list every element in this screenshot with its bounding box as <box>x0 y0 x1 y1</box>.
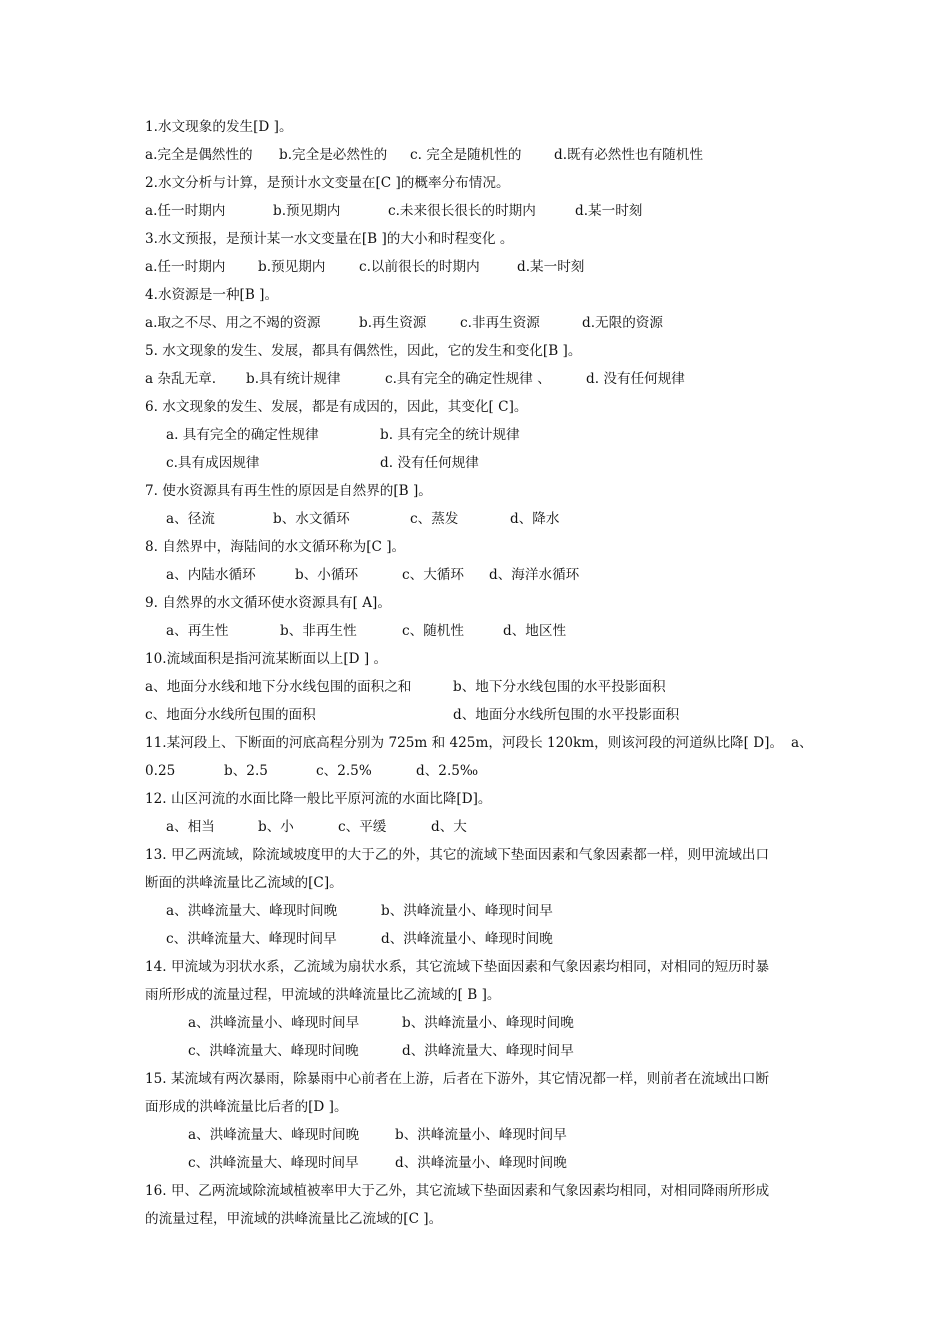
option-b: b. 具有完全的统计规律 <box>380 427 520 443</box>
option-b: b、洪峰流量小、峰现时间晚 <box>402 1015 574 1031</box>
options-3 <box>145 253 810 281</box>
option-c: c、地面分水线所包围的面积 <box>145 707 316 723</box>
question-13 <box>145 841 810 869</box>
option-d: d、地面分水线所包围的水平投影面积 <box>453 707 680 723</box>
options-14a <box>145 1009 810 1037</box>
question-text: 6. 水文现象的发生、发展，都是有成因的，因此，其变化[ C]。 <box>145 399 528 415</box>
question-text: 2.水文分析与计算，是预计水文变量在[C ]的概率分布情况。 <box>145 175 510 191</box>
option-d: d. 没有任何规律 <box>586 371 685 387</box>
option-a: a、相当 <box>166 819 215 835</box>
question-text: 4.水资源是一种[B ]。 <box>145 287 279 303</box>
option-c: c、蒸发 <box>410 511 459 527</box>
option-b: b.完全是必然性的 <box>279 147 388 163</box>
options-6b <box>145 449 810 477</box>
option-c: c、2.5% <box>316 763 372 779</box>
option-c: c、大循环 <box>402 567 464 583</box>
option-c: c、随机性 <box>402 623 464 639</box>
option-b: b.再生资源 <box>359 315 427 331</box>
option-a: a.任一时期内 <box>145 259 226 275</box>
option-c: c.非再生资源 <box>460 315 540 331</box>
question-13-cont <box>145 869 810 897</box>
option-a: a、地面分水线和地下分水线包围的面积之和 <box>145 679 412 695</box>
options-7 <box>145 505 810 533</box>
option-a: a 杂乱无章. <box>145 371 217 387</box>
option-c: c、洪峰流量大、峰现时间早 <box>188 1155 359 1171</box>
question-16 <box>145 1177 810 1205</box>
question-12 <box>145 785 810 813</box>
option-a: a、 <box>791 735 813 751</box>
options-15b <box>145 1149 810 1177</box>
option-c: c、洪峰流量大、峰现时间早 <box>166 931 337 947</box>
option-a: a、洪峰流量大、峰现时间晚 <box>166 903 338 919</box>
options-4 <box>145 309 810 337</box>
option-d: d、海洋水循环 <box>489 567 580 583</box>
option-b: b、非再生性 <box>280 623 357 639</box>
question-text: 12. 山区河流的水面比降一般比平原河流的水面比降[D]。 <box>145 791 492 807</box>
option-c: c.以前很长的时期内 <box>359 259 480 275</box>
question-2 <box>145 169 810 197</box>
option-a: a.完全是偶然性的 <box>145 147 253 163</box>
option-a-value: 0.25 <box>145 763 176 779</box>
option-a: a、径流 <box>166 511 215 527</box>
question-15 <box>145 1065 810 1093</box>
question-15-cont <box>145 1093 810 1121</box>
option-c: c.具有完全的确定性规律 、 <box>385 371 551 387</box>
document-body <box>145 113 813 1233</box>
options-5 <box>145 365 810 393</box>
question-11 <box>145 729 813 757</box>
option-d: d、大 <box>431 819 467 835</box>
option-a: a.任一时期内 <box>145 203 226 219</box>
option-c: c、洪峰流量大、峰现时间晚 <box>188 1043 359 1059</box>
question-4 <box>145 281 810 309</box>
option-b: b.预见期内 <box>273 203 341 219</box>
option-b: b.具有统计规律 <box>246 371 341 387</box>
option-a: a、再生性 <box>166 623 229 639</box>
question-text: 9. 自然界的水文循环使水资源具有[ A]。 <box>145 595 391 611</box>
options-11 <box>145 757 810 785</box>
options-1 <box>145 141 810 169</box>
option-d: d.既有必然性也有随机性 <box>554 147 703 163</box>
option-a: a. 具有完全的确定性规律 <box>166 427 319 443</box>
question-text: 5. 水文现象的发生、发展，都具有偶然性，因此，它的发生和变化[B ]。 <box>145 343 582 359</box>
question-6 <box>145 393 810 421</box>
option-a: a、内陆水循环 <box>166 567 256 583</box>
question-14-cont <box>145 981 810 1009</box>
question-3 <box>145 225 810 253</box>
option-b: b.预见期内 <box>258 259 326 275</box>
option-a: a.取之不尽、用之不竭的资源 <box>145 315 321 331</box>
option-c: c.未来很长很长的时期内 <box>388 203 536 219</box>
option-d: d、地区性 <box>503 623 567 639</box>
options-8 <box>145 561 810 589</box>
question-14 <box>145 953 810 981</box>
question-text: 15. 某流域有两次暴雨，除暴雨中心前者在上游，后者在下游外，其它情况都一样，则前者在流域出口断 <box>145 1071 770 1087</box>
option-a: a、洪峰流量大、峰现时间晚 <box>188 1127 360 1143</box>
question-text: 3.水文预报，是预计某一水文变量在[B ]的大小和时程变化 。 <box>145 231 514 247</box>
question-text: 16. 甲、乙两流域除流域植被率甲大于乙外，其它流域下垫面因素和气象因素均相同，对相同降雨所形成 <box>145 1183 770 1199</box>
option-b: b、地下分水线包围的水平投影面积 <box>453 679 666 695</box>
options-12 <box>145 813 810 841</box>
option-b: b、小循环 <box>295 567 359 583</box>
option-d: d.无限的资源 <box>582 315 663 331</box>
option-d: d.某一时刻 <box>575 203 643 219</box>
question-8 <box>145 533 810 561</box>
question-7 <box>145 477 810 505</box>
option-b: b、洪峰流量小、峰现时间早 <box>381 903 553 919</box>
option-c: c. 完全是随机性的 <box>410 147 522 163</box>
question-10 <box>145 645 810 673</box>
option-b: b、水文循环 <box>273 511 350 527</box>
question-text: 的流量过程，甲流域的洪峰流量比乙流域的[C ]。 <box>145 1211 443 1227</box>
question-text: 断面的洪峰流量比乙流域的[C]。 <box>145 875 343 891</box>
options-13b <box>145 925 810 953</box>
option-b: b、2.5 <box>224 763 268 779</box>
options-10b <box>145 701 810 729</box>
question-text: 11.某河段上、下断面的河底高程分别为 725m 和 425m，河段长 120km，则该河段的河道纵比降[ D]。 <box>145 735 784 751</box>
option-d: d.某一时刻 <box>517 259 585 275</box>
option-a: a、洪峰流量小、峰现时间早 <box>188 1015 360 1031</box>
question-text: 14. 甲流域为羽状水系，乙流域为扇状水系，其它流域下垫面因素和气象因素均相同，对相同的短历时暴 <box>145 959 770 975</box>
options-14b <box>145 1037 810 1065</box>
options-13a <box>145 897 810 925</box>
option-d: d、洪峰流量大、峰现时间早 <box>402 1043 574 1059</box>
option-c: c.具有成因规律 <box>166 455 260 471</box>
question-16-cont <box>145 1205 810 1233</box>
question-5 <box>145 337 810 365</box>
options-10a <box>145 673 810 701</box>
option-d: d、洪峰流量小、峰现时间晚 <box>381 931 553 947</box>
options-6a <box>145 421 810 449</box>
question-text: 面形成的洪峰流量比后者的[D ]。 <box>145 1099 348 1115</box>
question-text: 雨所形成的流量过程，甲流域的洪峰流量比乙流域的[ B ]。 <box>145 987 501 1003</box>
option-d: d、降水 <box>510 511 560 527</box>
option-b: b、小 <box>258 819 294 835</box>
question-text: 10.流域面积是指河流某断面以上[D ] 。 <box>145 651 388 667</box>
question-1 <box>145 113 810 141</box>
option-d: d. 没有任何规律 <box>380 455 479 471</box>
option-d: d、洪峰流量小、峰现时间晚 <box>395 1155 567 1171</box>
question-text: 7. 使水资源具有再生性的原因是自然界的[B ]。 <box>145 483 432 499</box>
option-c: c、平缓 <box>338 819 387 835</box>
options-15a <box>145 1121 810 1149</box>
question-9 <box>145 589 810 617</box>
question-text: 13. 甲乙两流域，除流域坡度甲的大于乙的外，其它的流域下垫面因素和气象因素都一样，则甲流域出口 <box>145 847 770 863</box>
option-d: d、2.5‰ <box>416 763 479 779</box>
option-b: b、洪峰流量小、峰现时间早 <box>395 1127 567 1143</box>
question-text: 8. 自然界中，海陆间的水文循环称为[C ]。 <box>145 539 406 555</box>
options-2 <box>145 197 810 225</box>
options-9 <box>145 617 810 645</box>
question-text: 1.水文现象的发生[D ]。 <box>145 119 293 135</box>
